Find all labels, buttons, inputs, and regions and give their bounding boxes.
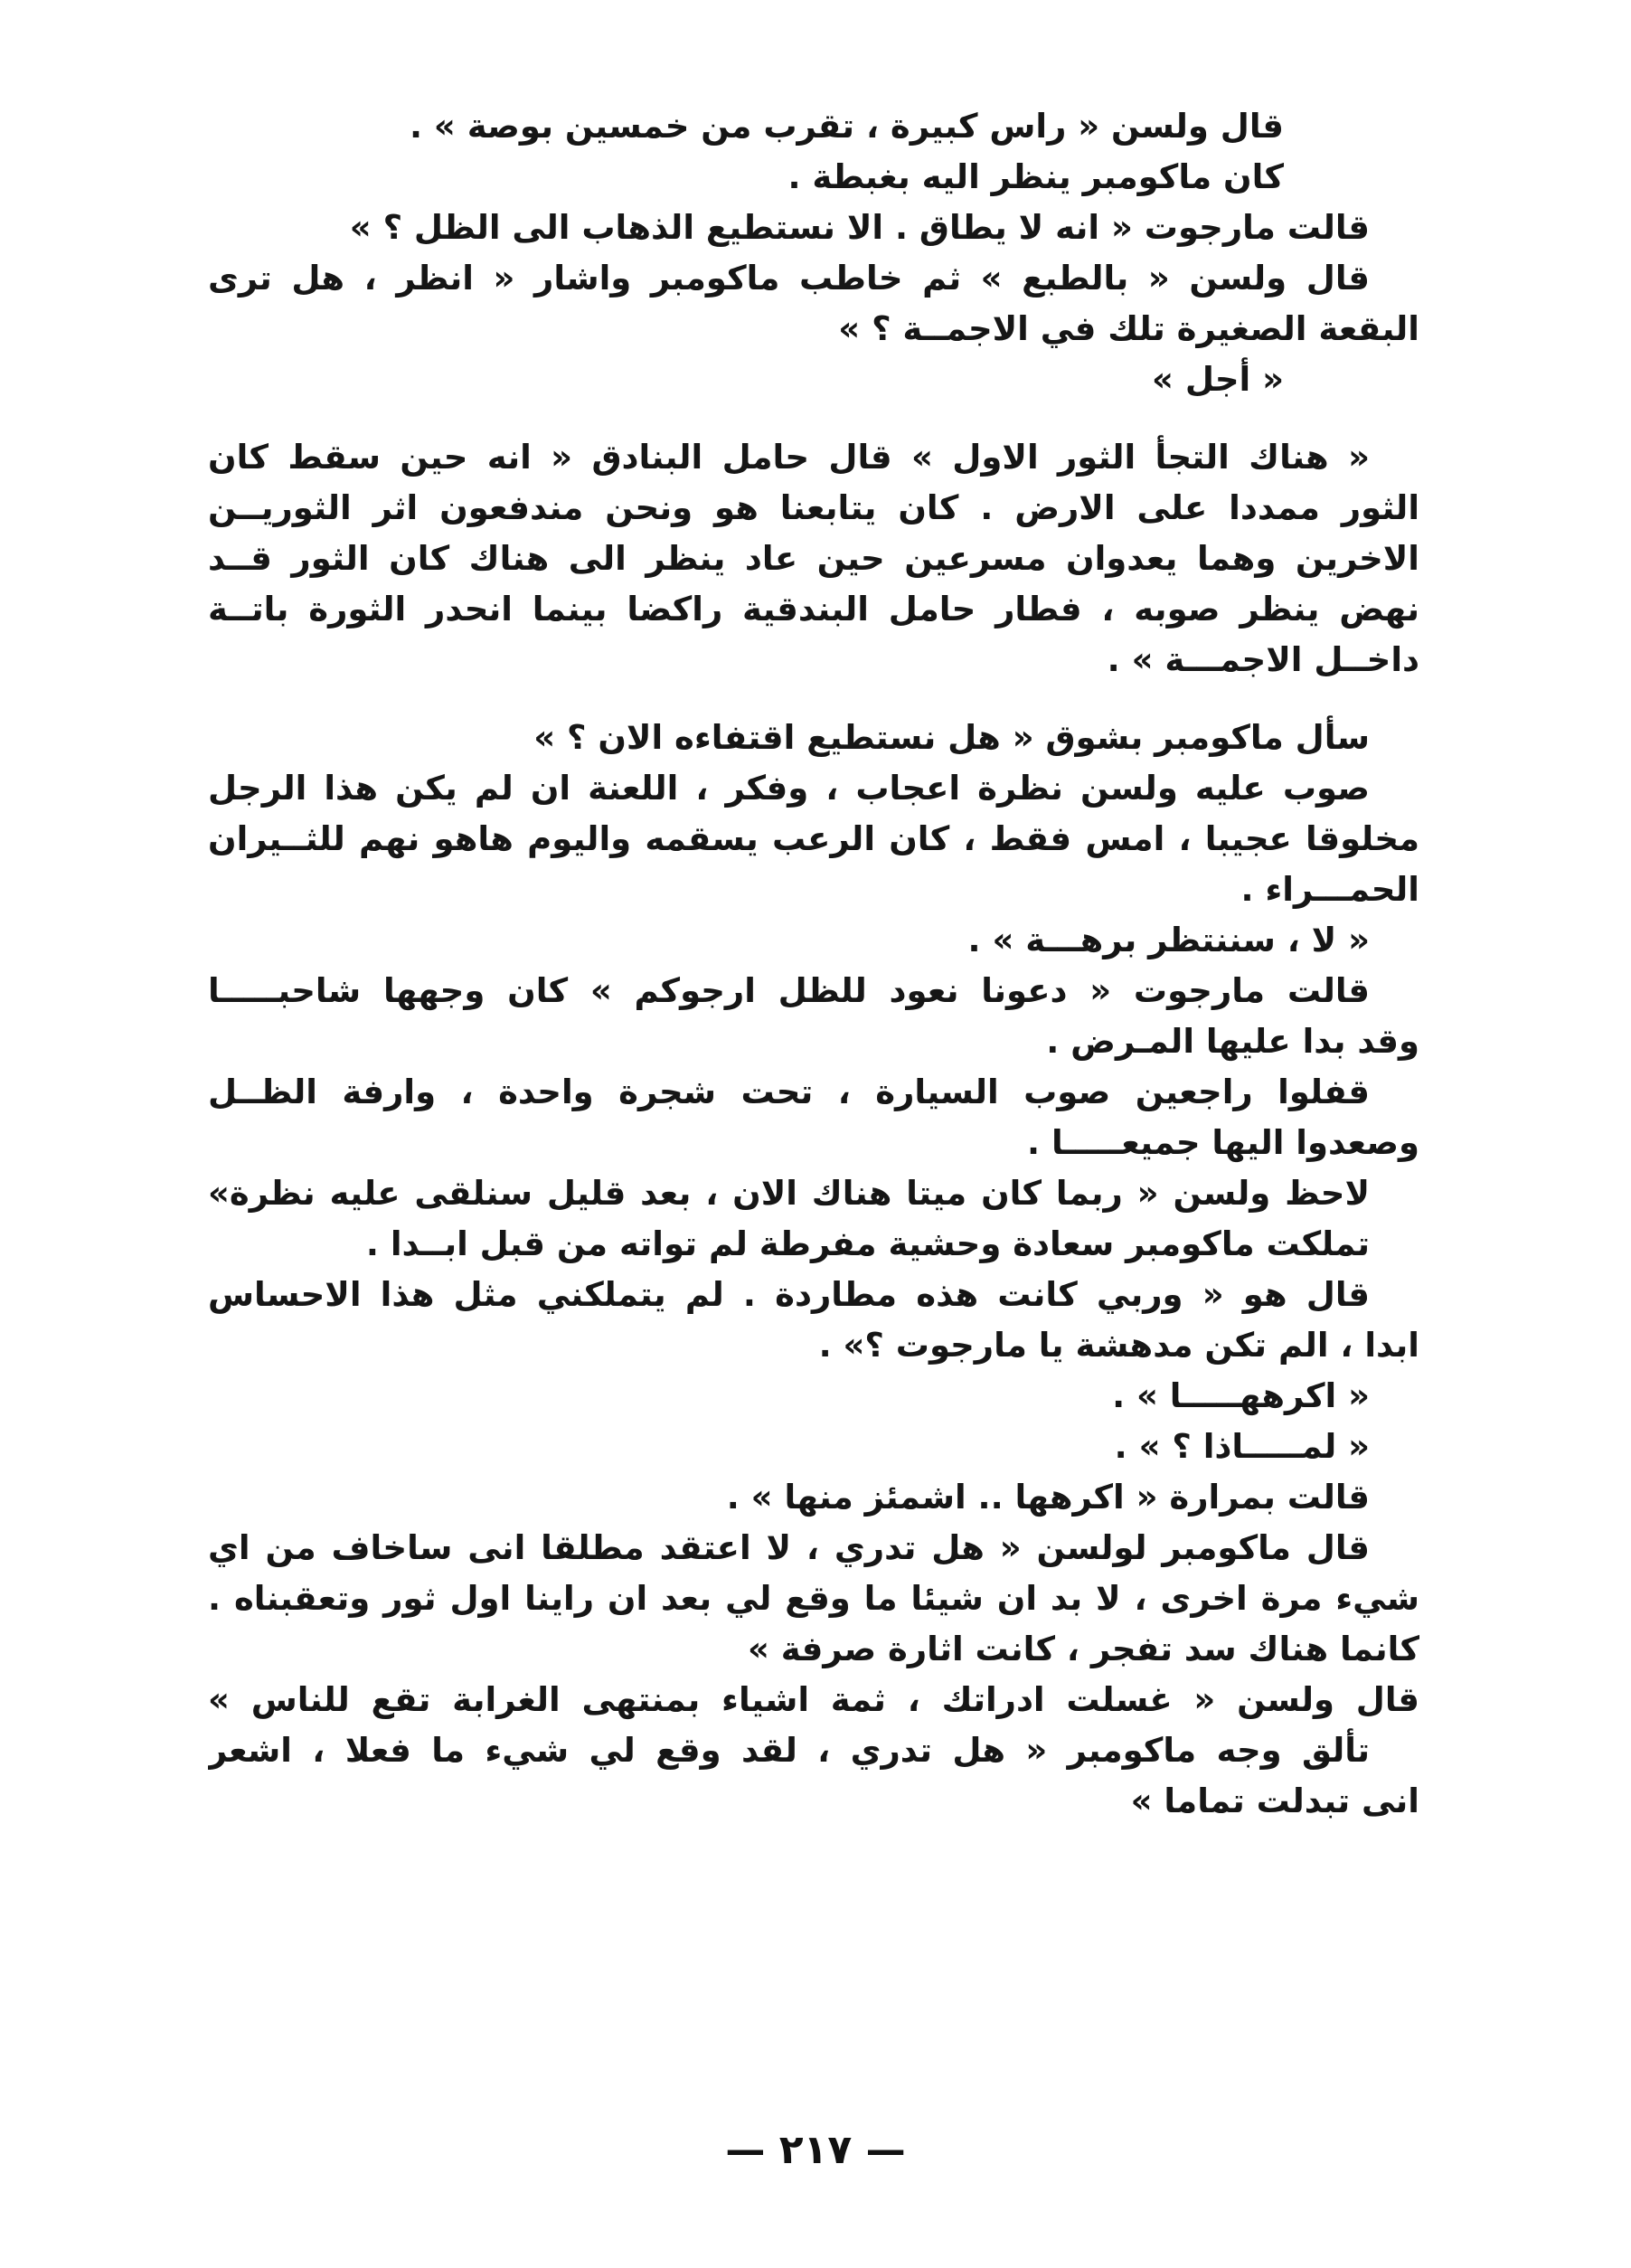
text-line: كان ماكومبر ينظر اليه بغبطة . <box>787 157 1284 196</box>
text-line: قالت بمرارة « اكرهها .. اشمئز منها » . <box>726 1478 1370 1517</box>
text-line: قال ولسن « راس كبيرة ، تقرب من خمسين بوصة » . <box>409 107 1284 146</box>
text-line: داخــل الاجمـــة » . <box>1107 640 1419 679</box>
body-text <box>208 101 1419 1827</box>
paragraph-gap <box>208 405 1419 432</box>
text-line: الثور ممددا على الارض . كان يتابعنا هو ونحن مندفعون اثر الثوريــن <box>208 488 1419 527</box>
text-line: البقعة الصغيرة تلك في الاجمــة ؟ » <box>838 309 1419 348</box>
text-line: وصعدوا اليها جميعـــــا . <box>1027 1123 1419 1162</box>
text-line: شيء مرة اخرى ، لا بد ان شيئا ما وقع لي بعد ان راينا اول ثور وتعقبناه . <box>208 1579 1419 1618</box>
text-line: قالت مارجوت « انه لا يطاق . الا نستطيع الذهاب الى الظل ؟ » <box>349 208 1370 247</box>
text-line: « هناك التجأ الثور الاول » قال حامل البنادق « انه حين سقط كان <box>208 438 1370 477</box>
text-line: قالت مارجوت « دعونا نعود للظل ارجوكم » كان وجهها شاحبـــــا <box>208 971 1370 1010</box>
text-line: « لمـــــاذا ؟ » . <box>1114 1427 1370 1466</box>
text-line: انى تبدلت تماما » <box>1130 1781 1419 1820</box>
text-line: قال هو « وربي كانت هذه مطاردة . لم يتملكني مثل هذا الاحساس <box>208 1275 1370 1314</box>
paragraph-gap <box>208 685 1419 713</box>
page-number: — ٢١٧ — <box>725 2127 906 2173</box>
text-line: وقد بدا عليها المـرض . <box>1046 1022 1419 1061</box>
text-line: « أجل » <box>1152 360 1284 399</box>
text-line: قال ولسن « بالطبع » ثم خاطب ماكومبر واشار « انظر ، هل ترى <box>208 259 1370 298</box>
text-line: قال ولسن « غسلت ادراتك ، ثمة اشياء بمنتهى الغرابة تقع للناس » <box>208 1680 1419 1719</box>
text-line: الحمـــراء . <box>1240 870 1419 909</box>
text-line: تألق وجه ماكومبر « هل تدري ، لقد وقع لي شيء ما فعلا ، اشعر <box>208 1731 1370 1770</box>
text-line: مخلوقا عجيبا ، امس فقط ، كان الرعب يسقمه واليوم هاهو نهم للثــيران <box>208 819 1419 858</box>
text-line: « لا ، سننتظر برهـــة » . <box>967 921 1370 959</box>
text-line: تملكت ماكومبر سعادة وحشية مفرطة لم تواته من قبل ابــدا . <box>365 1224 1370 1263</box>
text-line: « اكرههـــــا » . <box>1112 1376 1370 1415</box>
text-line: ابدا ، الم تكن مدهشة يا مارجوت ؟» . <box>818 1326 1419 1365</box>
text-line: نهض ينظر صوبه ، فطار حامل البندقية راكضا بينما انحدر الثورة باتــة <box>208 590 1419 628</box>
text-line: قفلوا راجعين صوب السيارة ، تحت شجرة واحدة ، وارفة الظــل <box>208 1073 1370 1111</box>
text-line: الاخرين وهما يعدوان مسرعين حين عاد ينظر الى هناك كان الثور قــد <box>208 539 1419 578</box>
text-line: لاحظ ولسن « ربما كان ميتا هناك الان ، بعد قليل سنلقى عليه نظرة» <box>208 1174 1370 1213</box>
text-line: سأل ماكومبر بشوق « هل نستطيع اقتفاءه الان ؟ » <box>533 718 1370 757</box>
text-line: صوب عليه ولسن نظرة اعجاب ، وفكر ، اللعنة ان لم يكن هذا الرجل <box>208 769 1370 808</box>
text-line: قال ماكومبر لولسن « هل تدري ، لا اعتقد مطلقا انى ساخاف من اي <box>208 1528 1370 1567</box>
text-line: كانما هناك سد تفجر ، كانت اثارة صرفة » <box>747 1630 1419 1668</box>
